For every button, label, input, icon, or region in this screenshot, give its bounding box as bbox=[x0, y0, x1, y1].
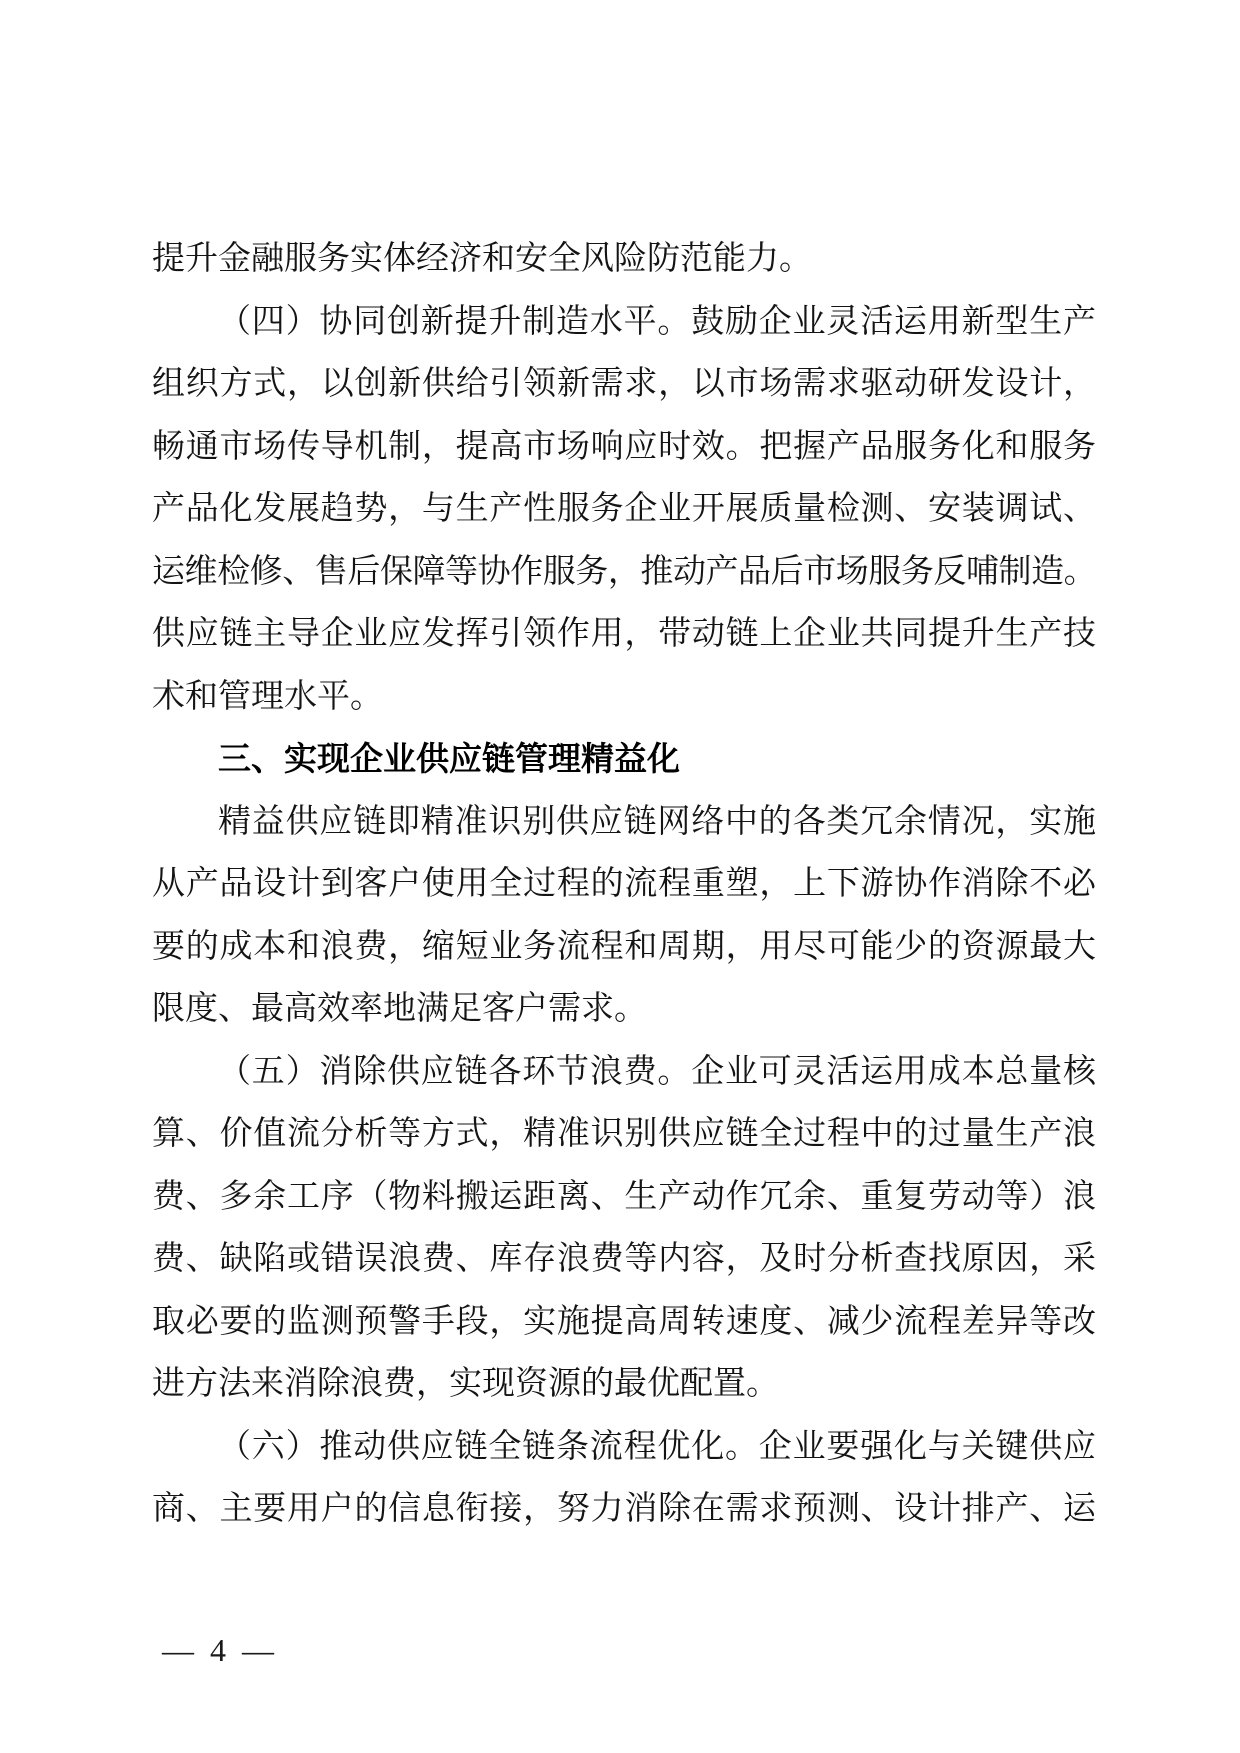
text-line: 精益供应链即精准识别供应链网络中的各类冗余情况，实施 bbox=[218, 803, 1096, 840]
text-line: 商、主要用户的信息衔接，努力消除在需求预测、设计排产、运 bbox=[152, 1491, 1096, 1527]
text-line: 运维检修、售后保障等协作服务，推动产品后市场服务反哺制造。 bbox=[152, 553, 1096, 590]
section-heading: 三、实现企业供应链管理精益化 bbox=[218, 740, 680, 777]
text-line: 供应链主导企业应发挥引领作用，带动链上企业共同提升生产技 bbox=[152, 616, 1096, 652]
text-line: 提升金融服务实体经济和安全风险防范能力。 bbox=[152, 241, 812, 277]
text-line: 组织方式，以创新供给引领新需求，以市场需求驱动研发设计， bbox=[152, 366, 1096, 402]
text-line: 算、价值流分析等方式，精准识别供应链全过程中的过量生产浪 bbox=[152, 1116, 1096, 1152]
text-line: 进方法来消除浪费，实现资源的最优配置。 bbox=[152, 1366, 779, 1402]
text-line: 限度、最高效率地满足客户需求。 bbox=[152, 991, 647, 1027]
text-line: 费、多余工序（物料搬运距离、生产动作冗余、重复劳动等）浪 bbox=[152, 1178, 1096, 1215]
text-line: （五）消除供应链各环节浪费。企业可灵活运用成本总量核 bbox=[218, 1053, 1096, 1090]
text-line: 从产品设计到客户使用全过程的流程重塑，上下游协作消除不必 bbox=[152, 866, 1096, 902]
text-line: 产品化发展趋势，与生产性服务企业开展质量检测、安装调试、 bbox=[152, 491, 1096, 527]
text-line: 术和管理水平。 bbox=[152, 678, 383, 715]
document-body bbox=[152, 228, 1096, 1541]
text-line: 取必要的监测预警手段，实施提高周转速度、减少流程差异等改 bbox=[152, 1303, 1096, 1340]
page-number: — 4 — bbox=[162, 1632, 278, 1668]
text-line: 要的成本和浪费，缩短业务流程和周期，用尽可能少的资源最大 bbox=[152, 928, 1096, 965]
text-line: 畅通市场传导机制，提高市场响应时效。把握产品服务化和服务 bbox=[152, 428, 1096, 465]
text-line: 费、缺陷或错误浪费、库存浪费等内容，及时分析查找原因，采 bbox=[152, 1241, 1096, 1277]
text-line: （六）推动供应链全链条流程优化。企业要强化与关键供应 bbox=[218, 1428, 1096, 1465]
text-line: （四）协同创新提升制造水平。鼓励企业灵活运用新型生产 bbox=[218, 303, 1096, 340]
